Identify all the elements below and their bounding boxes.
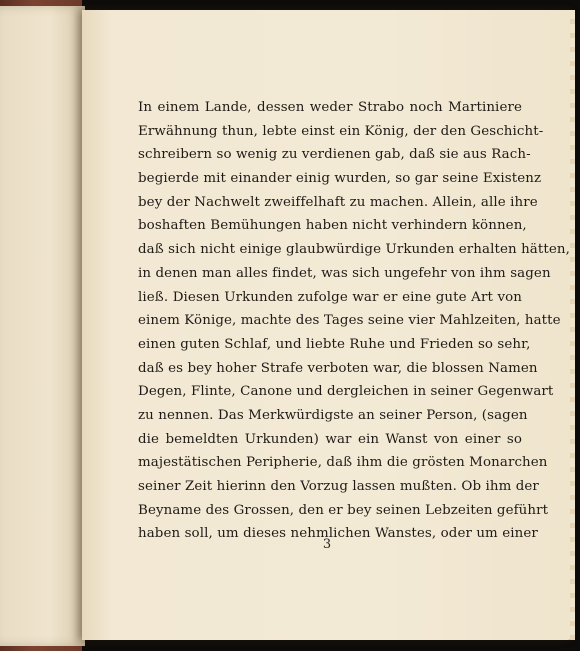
text-line: Degen, Flinte, Canone und dergleichen in seiner Gegenwart — [138, 384, 554, 400]
text-line: bey der Nachwelt zweiffelhaft zu machen. Allein, alle ihre — [138, 194, 538, 210]
text-line: begierde mit einander einig wurden, so gar seine Existenz — [138, 171, 542, 187]
text-line: haben soll, um dieses nehmlichen Wanstes, oder um einer — [138, 526, 538, 542]
text-line: einem Könige, machte des Tages seine vier Mahlzeiten, hatte — [138, 313, 561, 329]
text-line: schreibern so wenig zu verdienen gab, daß sie aus Rach- — [138, 147, 531, 163]
text-line: Beyname des Grossen, den er bey seinen Lebzeiten geführt — [138, 502, 549, 518]
text-line: seiner Zeit hierinn den Vorzug lassen mußten. Ob ihm der — [138, 479, 539, 494]
text-line: In einem Lande, dessen weder Strabo noch Martiniere — [138, 100, 522, 115]
text-line: in denen man alles findet, was sich ungefehr von ihm sagen — [138, 265, 551, 281]
text-line: zu nennen. Das Merkwürdigste an seiner Person, (sagen — [138, 407, 528, 423]
text-line: Erwähnung thun, lebte einst ein König, der den Geschicht- — [138, 123, 544, 139]
text-line: majestätischen Peripherie, daß ihm die grösten Monarchen — [138, 455, 548, 471]
text-line: die bemeldten Urkunden) war ein Wanst von einer so — [138, 431, 522, 447]
text-line: daß es bey hoher Strafe verboten war, die blossen Namen — [138, 360, 538, 376]
text-line: einen guten Schlaf, und liebte Ruhe und Frieden so sehr, — [138, 336, 531, 352]
body-text — [138, 96, 570, 546]
text-line: daß sich nicht einige glaubwürdige Urkunden erhalten hätten, — [138, 242, 570, 258]
text-line: boshaften Bemühungen haben nicht verhindern können, — [138, 218, 527, 234]
page-number: 3 — [322, 537, 332, 552]
book-page — [82, 10, 574, 640]
left-page-edge — [0, 6, 85, 646]
text-line: ließ. Diesen Urkunden zufolge war er eine gute Art von — [138, 289, 522, 305]
